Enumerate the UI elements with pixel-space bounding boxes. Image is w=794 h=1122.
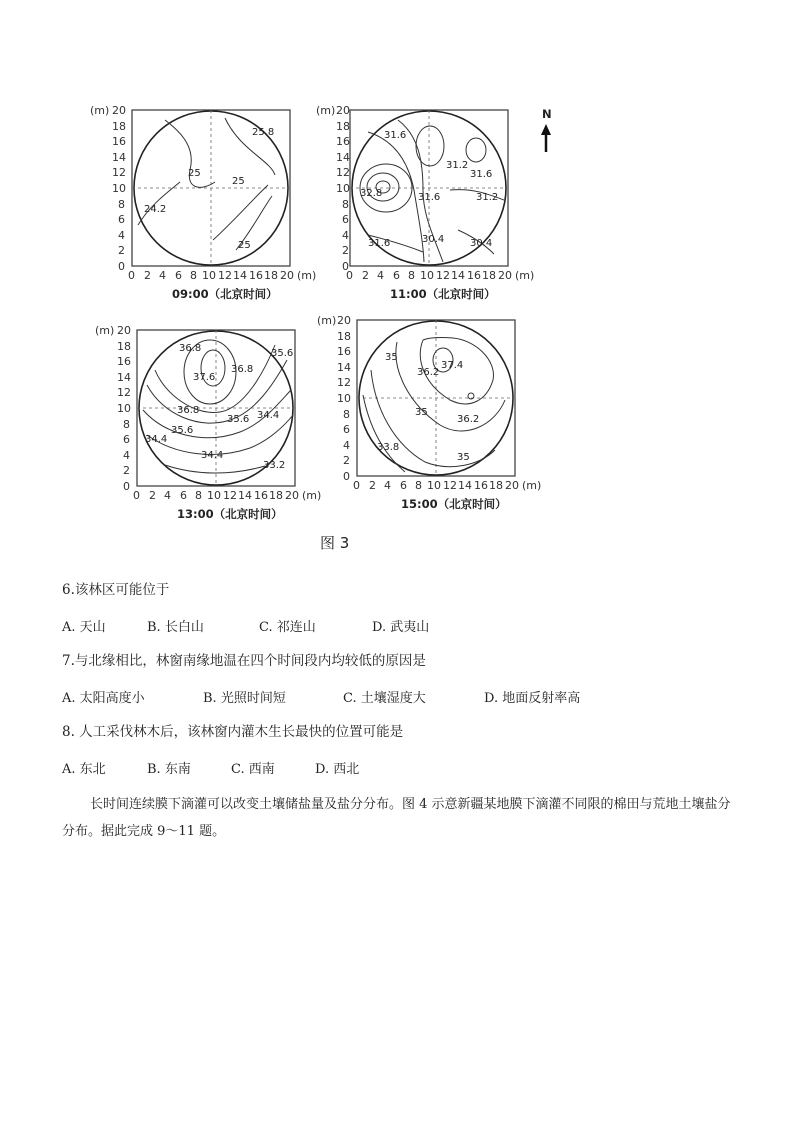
isotherm-label: 36.2 — [417, 367, 440, 378]
svg-text:(m): (m) — [515, 269, 535, 282]
svg-text:18: 18 — [269, 489, 283, 502]
option-d[interactable]: D. 西北 — [315, 762, 360, 777]
svg-text:0: 0 — [128, 269, 135, 282]
svg-text:6: 6 — [393, 269, 400, 282]
isotherm-label: 24.2 — [144, 204, 167, 215]
svg-text:2: 2 — [123, 464, 130, 477]
svg-text:18: 18 — [117, 340, 131, 353]
isotherm-label: 33.8 — [377, 442, 400, 453]
svg-text:4: 4 — [377, 269, 384, 282]
svg-text:18: 18 — [112, 120, 126, 133]
isotherm-label: 31.6 — [470, 169, 493, 180]
svg-text:2: 2 — [149, 489, 156, 502]
svg-text:16: 16 — [249, 269, 263, 282]
svg-text:18: 18 — [489, 479, 503, 492]
isotherm-label: 31.6 — [368, 238, 391, 249]
isotherm-label: 30.4 — [470, 238, 493, 249]
isotherm — [213, 185, 268, 240]
svg-text:12: 12 — [336, 166, 350, 179]
x-ticks — [128, 269, 316, 282]
svg-text:4: 4 — [342, 229, 349, 242]
isotherm-label: 31.2 — [446, 160, 469, 171]
svg-text:4: 4 — [164, 489, 171, 502]
svg-text:4: 4 — [159, 269, 166, 282]
svg-text:6: 6 — [175, 269, 182, 282]
svg-text:8: 8 — [415, 479, 422, 492]
isotherm-label: 34.4 — [257, 410, 280, 421]
option-b[interactable]: B. 东南 — [147, 762, 191, 777]
option-a[interactable]: A. 太阳高度小 — [62, 691, 145, 706]
svg-text:18: 18 — [264, 269, 278, 282]
panel-1100 — [316, 104, 534, 301]
figure-caption: 图 3 — [320, 534, 350, 552]
svg-text:12: 12 — [218, 269, 232, 282]
svg-text:0: 0 — [133, 489, 140, 502]
isotherm-label: 25 — [232, 176, 245, 187]
svg-text:4: 4 — [343, 439, 350, 452]
option-a[interactable]: A. 天山 — [62, 620, 106, 635]
svg-text:4: 4 — [384, 479, 391, 492]
svg-text:6: 6 — [400, 479, 407, 492]
svg-text:2: 2 — [362, 269, 369, 282]
svg-text:8: 8 — [343, 408, 350, 421]
option-b[interactable]: B. 光照时间短 — [203, 691, 286, 706]
svg-text:6: 6 — [180, 489, 187, 502]
svg-text:20: 20 — [280, 269, 294, 282]
svg-text:8: 8 — [118, 198, 125, 211]
svg-text:10: 10 — [337, 392, 351, 405]
svg-text:2: 2 — [369, 479, 376, 492]
svg-text:8: 8 — [342, 198, 349, 211]
svg-text:14: 14 — [112, 151, 126, 164]
y-axis-unit: (m) — [95, 324, 115, 337]
svg-text:0: 0 — [342, 260, 349, 273]
panel-time: 11:00（北京时间） — [390, 287, 496, 301]
isotherm-label: 37.6 — [193, 372, 216, 383]
svg-text:8: 8 — [123, 418, 130, 431]
svg-text:20: 20 — [285, 489, 299, 502]
svg-text:4: 4 — [118, 229, 125, 242]
isotherm-label: 31.2 — [476, 192, 499, 203]
svg-text:8: 8 — [190, 269, 197, 282]
svg-text:N: N — [542, 107, 552, 121]
isotherm-label: 37.4 — [441, 360, 464, 371]
panel-time: 15:00（北京时间） — [401, 497, 507, 511]
svg-text:0: 0 — [346, 269, 353, 282]
svg-text:10: 10 — [420, 269, 434, 282]
panel-time: 09:00（北京时间） — [172, 287, 278, 301]
svg-text:14: 14 — [337, 361, 351, 374]
svg-text:4: 4 — [123, 449, 130, 462]
svg-text:10: 10 — [427, 479, 441, 492]
svg-text:14: 14 — [233, 269, 247, 282]
panel-1300 — [95, 324, 321, 521]
svg-text:6: 6 — [342, 213, 349, 226]
isotherm-label: 35 — [385, 352, 398, 363]
svg-text:10: 10 — [117, 402, 131, 415]
isotherm-label: 32.8 — [360, 188, 383, 199]
svg-text:2: 2 — [343, 454, 350, 467]
svg-text:14: 14 — [117, 371, 131, 384]
isotherm-label: 35 — [415, 407, 428, 418]
svg-text:20: 20 — [336, 104, 350, 117]
svg-text:0: 0 — [343, 470, 350, 483]
isotherm-label: 25.8 — [252, 127, 275, 138]
svg-text:18: 18 — [337, 330, 351, 343]
svg-text:20: 20 — [498, 269, 512, 282]
svg-text:14: 14 — [451, 269, 465, 282]
svg-text:16: 16 — [254, 489, 268, 502]
x-ticks — [133, 489, 321, 502]
question-8-stem: 8. 人工采伐林木后，该林窗内灌木生长最快的位置可能是 — [62, 724, 404, 740]
y-ticks — [117, 324, 131, 493]
svg-text:12: 12 — [337, 376, 351, 389]
y-axis-unit: (m) — [90, 104, 110, 117]
y-ticks — [112, 104, 126, 273]
svg-text:6: 6 — [118, 213, 125, 226]
isotherm-label: 34.4 — [145, 434, 168, 445]
option-d[interactable]: D. 地面反射率高 — [484, 691, 581, 706]
svg-text:12: 12 — [436, 269, 450, 282]
svg-text:10: 10 — [112, 182, 126, 195]
isotherm-label: 25 — [188, 168, 201, 179]
svg-text:(m): (m) — [522, 479, 542, 492]
option-c[interactable]: C. 土壤湿度大 — [343, 691, 426, 706]
y-axis-unit: (m) — [316, 104, 336, 117]
north-arrow-icon — [541, 107, 552, 152]
svg-text:10: 10 — [336, 182, 350, 195]
question-6-stem: 6.该林区可能位于 — [62, 582, 170, 598]
isotherm-label: 30.4 — [422, 234, 445, 245]
panel-time: 13:00（北京时间） — [177, 507, 283, 521]
intro-paragraph: 长时间连续膜下滴灌可以改变土壤储盐量及盐分分布。图 4 示意新疆某地膜下滴灌不同限的棉田与荒地土壤盐分分布。据此完成 9～11 题。 — [62, 797, 731, 839]
svg-text:(m): (m) — [302, 489, 322, 502]
svg-text:20: 20 — [112, 104, 126, 117]
isotherm-label: 35 — [457, 452, 470, 463]
isotherm-label: 36.8 — [177, 405, 200, 416]
svg-text:6: 6 — [343, 423, 350, 436]
option-b[interactable]: B. 长白山 — [147, 620, 204, 635]
x-ticks — [346, 269, 534, 282]
y-axis-unit: (m) — [317, 314, 337, 327]
isotherm-label: 35.6 — [171, 425, 194, 436]
svg-text:8: 8 — [195, 489, 202, 502]
option-c[interactable]: C. 西南 — [231, 762, 275, 777]
svg-text:10: 10 — [202, 269, 216, 282]
svg-text:16: 16 — [112, 135, 126, 148]
svg-text:12: 12 — [117, 386, 131, 399]
option-a[interactable]: A. 东北 — [62, 762, 106, 777]
isotherm-label: 33.2 — [263, 460, 286, 471]
isotherm-label: 31.6 — [418, 192, 441, 203]
isotherm-label: 34.4 — [201, 450, 224, 461]
isotherm-label: 35.6 — [227, 414, 250, 425]
svg-text:16: 16 — [337, 345, 351, 358]
svg-text:20: 20 — [117, 324, 131, 337]
question-7-stem: 7.与北缘相比，林窗南缘地温在四个时间段内均较低的原因是 — [62, 653, 426, 669]
svg-text:18: 18 — [336, 120, 350, 133]
svg-text:20: 20 — [337, 314, 351, 327]
svg-text:18: 18 — [482, 269, 496, 282]
svg-text:2: 2 — [144, 269, 151, 282]
isotherm-label: 31.6 — [384, 130, 407, 141]
svg-text:20: 20 — [505, 479, 519, 492]
svg-text:(m): (m) — [297, 269, 317, 282]
isotherm-label: 35.6 — [271, 348, 294, 359]
figure-3 — [0, 0, 794, 560]
svg-text:14: 14 — [336, 151, 350, 164]
svg-text:16: 16 — [336, 135, 350, 148]
y-ticks — [336, 104, 350, 273]
svg-text:16: 16 — [474, 479, 488, 492]
svg-text:2: 2 — [118, 244, 125, 257]
option-c[interactable]: C. 祁连山 — [259, 620, 316, 635]
x-ticks — [353, 479, 541, 492]
isotherm-label: 36.2 — [457, 414, 480, 425]
svg-text:10: 10 — [207, 489, 221, 502]
svg-text:14: 14 — [238, 489, 252, 502]
svg-text:12: 12 — [112, 166, 126, 179]
svg-text:16: 16 — [117, 355, 131, 368]
svg-text:12: 12 — [223, 489, 237, 502]
isotherm-label: 36.8 — [231, 364, 254, 375]
option-d[interactable]: D. 武夷山 — [372, 620, 430, 635]
isotherm-label: 25 — [238, 240, 251, 251]
y-ticks — [337, 314, 351, 483]
svg-text:0: 0 — [353, 479, 360, 492]
svg-text:0: 0 — [118, 260, 125, 273]
svg-text:6: 6 — [123, 433, 130, 446]
panel-1500 — [317, 314, 541, 511]
isotherm-label: 36.8 — [179, 343, 202, 354]
svg-text:12: 12 — [443, 479, 457, 492]
svg-text:14: 14 — [458, 479, 472, 492]
svg-text:8: 8 — [408, 269, 415, 282]
svg-text:2: 2 — [342, 244, 349, 257]
svg-text:16: 16 — [467, 269, 481, 282]
panel-0900 — [90, 104, 316, 301]
svg-text:0: 0 — [123, 480, 130, 493]
